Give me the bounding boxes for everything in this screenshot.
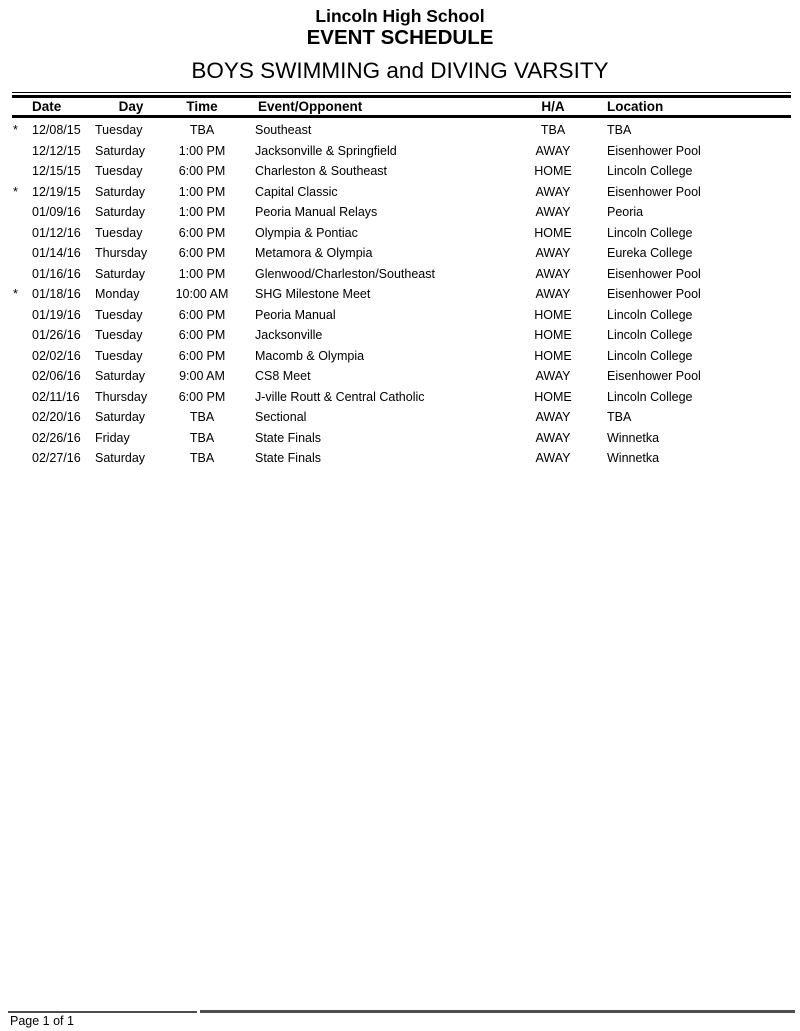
column-header-location: Location <box>607 99 664 114</box>
cell-ha: AWAY <box>535 451 571 465</box>
table-row <box>12 161 791 182</box>
cell-location: Lincoln College <box>607 164 693 178</box>
schedule-table <box>12 92 791 469</box>
cell-ha: AWAY <box>535 287 571 301</box>
table-header-row <box>12 98 791 115</box>
table-row <box>12 366 791 387</box>
page-number: Page 1 of 1 <box>10 1014 74 1028</box>
cell-event: SHG Milestone Meet <box>255 287 371 301</box>
cell-date: 12/19/15 <box>32 184 81 199</box>
cell-ha: HOME <box>534 307 572 322</box>
cell-location: Eisenhower Pool <box>607 369 701 383</box>
cell-date: 02/20/16 <box>32 410 81 424</box>
cell-time: 1:00 PM <box>178 143 226 158</box>
cell-ha: HOME <box>534 164 572 178</box>
cell-date: 02/06/16 <box>32 369 81 383</box>
cell-time: 6:00 PM <box>178 348 226 363</box>
cell-ha: AWAY <box>535 184 571 199</box>
cell-date: 01/14/16 <box>32 246 81 260</box>
cell-event: Glenwood/Charleston/Southeast <box>255 266 435 281</box>
cell-star-flag: * <box>13 287 18 301</box>
cell-date: 02/26/16 <box>32 430 81 445</box>
cell-ha: TBA <box>540 123 566 137</box>
cell-time: TBA <box>189 451 215 465</box>
cell-location: Lincoln College <box>607 225 693 240</box>
cell-event: Jacksonville <box>255 328 323 342</box>
table-row <box>12 387 791 408</box>
cell-day: Tuesday <box>95 164 143 178</box>
cell-day: Saturday <box>95 266 146 281</box>
cell-date: 12/15/15 <box>32 164 81 178</box>
cell-day: Monday <box>95 287 140 301</box>
cell-event: Peoria Manual Relays <box>255 205 378 219</box>
cell-day: Thursday <box>95 389 148 404</box>
table-row <box>12 182 791 203</box>
cell-ha: AWAY <box>535 143 571 158</box>
cell-day: Tuesday <box>95 225 143 240</box>
table-row <box>12 141 791 162</box>
cell-time: TBA <box>189 410 215 424</box>
cell-star-flag: * <box>13 184 18 199</box>
table-body <box>12 118 791 469</box>
cell-event: Olympia & Pontiac <box>255 225 358 240</box>
cell-ha: AWAY <box>535 246 571 260</box>
cell-event: CS8 Meet <box>255 369 311 383</box>
cell-location: Eisenhower Pool <box>607 266 701 281</box>
cell-day: Saturday <box>95 451 146 465</box>
cell-location: Peoria <box>607 205 644 219</box>
cell-date: 12/12/15 <box>32 143 81 158</box>
cell-location: Lincoln College <box>607 307 693 322</box>
table-row <box>12 202 791 223</box>
table-row <box>12 223 791 244</box>
table-row <box>12 305 791 326</box>
cell-location: Eisenhower Pool <box>607 184 701 199</box>
cell-event: Jacksonville & Springfield <box>255 143 397 158</box>
table-row <box>12 428 791 449</box>
cell-time: 6:00 PM <box>178 328 226 342</box>
table-row <box>12 120 791 141</box>
cell-time: TBA <box>189 123 215 137</box>
cell-date: 02/11/16 <box>32 389 80 404</box>
cell-event: Peoria Manual <box>255 307 336 322</box>
cell-location: Lincoln College <box>607 348 693 363</box>
table-row <box>12 448 791 469</box>
cell-time: 6:00 PM <box>178 307 226 322</box>
cell-ha: HOME <box>534 389 572 404</box>
cell-location: TBA <box>607 123 632 137</box>
document-title: EVENT SCHEDULE <box>306 26 494 49</box>
cell-day: Saturday <box>95 205 146 219</box>
column-header-date: Date <box>32 99 62 114</box>
cell-time: 10:00 AM <box>175 287 229 301</box>
cell-ha: HOME <box>534 348 572 363</box>
cell-ha: HOME <box>534 225 572 240</box>
table-row <box>12 325 791 346</box>
cell-event: J-ville Routt & Central Catholic <box>255 389 425 404</box>
cell-ha: AWAY <box>535 430 571 445</box>
cell-ha: AWAY <box>535 410 571 424</box>
school-name: Lincoln High School <box>315 6 485 26</box>
cell-event: Charleston & Southeast <box>255 164 388 178</box>
cell-event: Sectional <box>255 410 307 424</box>
cell-day: Tuesday <box>95 307 143 322</box>
cell-location: Winnetka <box>607 451 660 465</box>
column-header-event: Event/Opponent <box>258 99 363 114</box>
cell-ha: AWAY <box>535 266 571 281</box>
cell-date: 01/26/16 <box>32 328 81 342</box>
cell-star-flag: * <box>13 123 18 137</box>
cell-location: Lincoln College <box>607 328 693 342</box>
cell-day: Saturday <box>95 184 146 199</box>
table-row <box>12 346 791 367</box>
cell-date: 01/16/16 <box>32 266 81 281</box>
cell-event: State Finals <box>255 451 322 465</box>
cell-time: 6:00 PM <box>178 246 226 260</box>
cell-day: Thursday <box>95 246 148 260</box>
cell-ha: AWAY <box>535 205 571 219</box>
cell-location: Winnetka <box>607 430 660 445</box>
cell-date: 01/09/16 <box>32 205 81 219</box>
cell-location: Eisenhower Pool <box>607 143 701 158</box>
cell-date: 12/08/15 <box>32 123 81 137</box>
cell-event: Macomb & Olympia <box>255 348 365 363</box>
team-subtitle: BOYS SWIMMING and DIVING VARSITY <box>191 58 609 83</box>
cell-date: 02/02/16 <box>32 348 81 363</box>
cell-time: 1:00 PM <box>178 205 226 219</box>
column-header-time: Time <box>186 99 218 114</box>
cell-time: 1:00 PM <box>178 184 226 199</box>
cell-day: Tuesday <box>95 348 143 363</box>
cell-location: TBA <box>607 410 632 424</box>
cell-day: Friday <box>95 430 130 445</box>
cell-event: State Finals <box>255 430 322 445</box>
column-header-ha: H/A <box>541 99 565 114</box>
table-row <box>12 407 791 428</box>
footer-rule-right-segment <box>200 1010 795 1013</box>
cell-time: 6:00 PM <box>178 164 226 178</box>
cell-day: Tuesday <box>95 123 143 137</box>
table-row <box>12 284 791 305</box>
cell-time: 1:00 PM <box>178 266 226 281</box>
cell-day: Tuesday <box>95 328 143 342</box>
cell-date: 01/12/16 <box>32 225 81 240</box>
cell-time: 9:00 AM <box>179 369 225 383</box>
cell-location: Lincoln College <box>607 389 693 404</box>
column-header-day: Day <box>118 99 144 114</box>
cell-location: Eureka College <box>607 246 693 260</box>
cell-time: 6:00 PM <box>178 225 226 240</box>
cell-event: Capital Classic <box>255 184 338 199</box>
table-row <box>12 243 791 264</box>
cell-date: 01/19/16 <box>32 307 81 322</box>
cell-time: 6:00 PM <box>178 389 226 404</box>
cell-event: Metamora & Olympia <box>255 246 373 260</box>
cell-day: Saturday <box>95 410 146 424</box>
cell-day: Saturday <box>95 369 146 383</box>
cell-time: TBA <box>189 430 215 445</box>
cell-date: 02/27/16 <box>32 451 81 465</box>
cell-event: Southeast <box>255 123 312 137</box>
table-row <box>12 264 791 285</box>
cell-ha: HOME <box>534 328 572 342</box>
cell-day: Saturday <box>95 143 146 158</box>
cell-ha: AWAY <box>535 369 571 383</box>
footer-rule-left-segment <box>8 1011 197 1013</box>
cell-location: Eisenhower Pool <box>607 287 701 301</box>
cell-date: 01/18/16 <box>32 287 81 301</box>
